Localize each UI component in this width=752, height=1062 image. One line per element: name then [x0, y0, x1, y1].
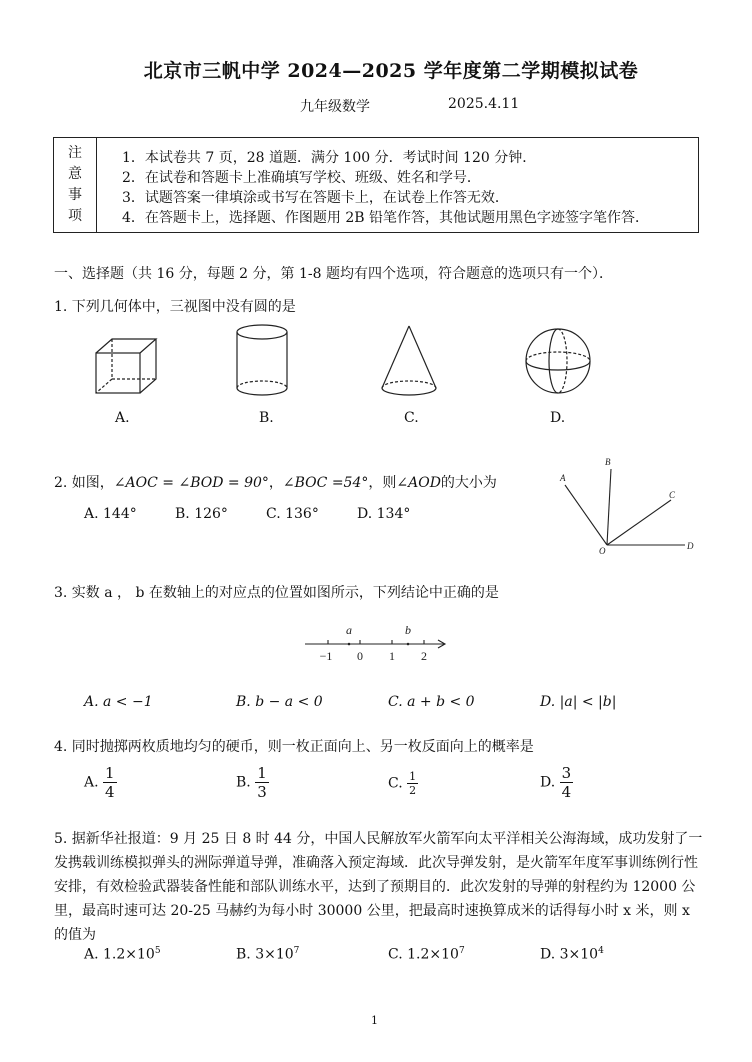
- q1-option-c[interactable]: C.: [404, 410, 419, 426]
- q1-option-a[interactable]: A.: [115, 410, 130, 426]
- q5-option-d[interactable]: [540, 946, 604, 963]
- q1-option-d[interactable]: D.: [550, 410, 566, 426]
- axis-tick-label: 2: [421, 649, 427, 663]
- q4-option-d-label: D.: [540, 774, 556, 791]
- notes-label: [54, 138, 97, 232]
- q2-stem-suffix: 的大小为: [440, 475, 497, 491]
- q4-option-d-fraction: [560, 764, 574, 801]
- q5-option-c[interactable]: [388, 946, 465, 963]
- q4-option-b[interactable]: [236, 764, 269, 801]
- notes-label-char: 项: [68, 208, 82, 224]
- q2-equation-1: ∠AOC = ∠BOD = 90°: [113, 475, 269, 491]
- page-number: 1: [371, 1014, 378, 1027]
- point-label-d: D: [687, 541, 694, 551]
- exam-date: 2025.4.11: [448, 96, 520, 112]
- q5-option-a-label: A. 1.2×10: [84, 946, 155, 963]
- notes-item: 4．在答题卡上，选择题、作图题用 2B 铅笔作答，其他试题用黑色字迹签字笔作答．: [122, 210, 650, 226]
- cone-icon: [378, 322, 440, 400]
- question-1-stem: 1. 下列几何体中，三视图中没有圆的是: [54, 299, 296, 315]
- q4-option-d[interactable]: [540, 764, 573, 801]
- q2-option-d[interactable]: D. 134°: [357, 506, 411, 522]
- q4-option-b-fraction: [255, 764, 269, 801]
- q3-option-c[interactable]: C. a + b < 0: [388, 694, 475, 710]
- exponent: 7: [458, 946, 465, 956]
- point-label-b: B: [605, 457, 611, 467]
- page-title: 北京市三帆中学 2024—2025 学年度第二学期模拟试卷: [143, 60, 639, 82]
- fraction-denominator: 4: [561, 783, 572, 801]
- q4-option-b-label: B.: [236, 774, 251, 791]
- q5-option-d-label: D. 3×10: [540, 946, 599, 963]
- axis-label-a: a: [346, 623, 352, 637]
- fraction-denominator: 4: [105, 783, 115, 801]
- exponent: 7: [293, 946, 300, 956]
- cube-icon: [90, 335, 160, 397]
- q2-stem-prefix: 2. 如图，: [54, 475, 114, 491]
- fraction-numerator: 1: [105, 764, 115, 782]
- angle-diagram: [555, 455, 705, 555]
- exponent: 5: [154, 946, 161, 956]
- q5-option-a[interactable]: [84, 946, 161, 963]
- notes-label-char: 注: [68, 145, 82, 161]
- q2-option-a[interactable]: A. 144°: [84, 506, 137, 522]
- q2-equation-2: ∠BOC =54°: [282, 475, 369, 491]
- point-label-o: O: [599, 546, 606, 555]
- sphere-icon: [522, 325, 594, 397]
- fraction-denominator: 3: [257, 783, 267, 801]
- question-4-stem: 4. 同时抛掷两枚质地均匀的硬币，则一枚正面向上、另一枚反面向上的概率是: [54, 739, 534, 755]
- q4-option-a-label: A.: [84, 774, 99, 791]
- q2-stem-mid2: ，则: [368, 475, 397, 491]
- q5-option-b[interactable]: [236, 946, 299, 963]
- exponent: 4: [598, 946, 604, 956]
- q2-equation-3: ∠AOD: [396, 475, 441, 491]
- q2-option-b[interactable]: B. 126°: [175, 506, 228, 522]
- cylinder-icon: [232, 322, 292, 400]
- question-3-stem: 3. 实数 a ， b 在数轴上的对应点的位置如图所示，下列结论中正确的是: [54, 585, 499, 601]
- notes-list: [122, 148, 649, 228]
- q5-option-b-label: B. 3×10: [236, 946, 294, 963]
- notes-item: 2．在试卷和答题卡上准确填写学校、班级、姓名和学号．: [122, 170, 481, 186]
- q2-option-c[interactable]: C. 136°: [266, 506, 319, 522]
- q3-option-d[interactable]: D. |a| < |b|: [540, 694, 617, 710]
- q4-option-a-fraction: [103, 764, 117, 801]
- fraction-numerator: 1: [409, 770, 417, 783]
- section-heading: 一、选择题（共 16 分，每题 2 分，第 1-8 题均有四个选项，符合题意的选项只有一个）．: [54, 266, 613, 282]
- q4-option-c-fraction: [407, 770, 418, 797]
- notes-label-char: 事: [68, 187, 82, 203]
- notes-item: 1．本试卷共 7 页，28 道题．满分 100 分．考试时间 120 分钟．: [122, 150, 537, 166]
- q2-stem-mid: ，: [268, 475, 283, 491]
- q5-option-c-label: C. 1.2×10: [388, 946, 459, 963]
- notes-box: [53, 137, 699, 233]
- point-label-c: C: [669, 490, 676, 500]
- axis-label-b: b: [405, 623, 411, 637]
- number-line: [300, 620, 450, 666]
- fraction-numerator: 3: [561, 764, 572, 782]
- axis-tick-label: −1: [319, 649, 333, 663]
- axis-tick-label: 0: [357, 649, 363, 663]
- fraction-denominator: 2: [409, 784, 417, 797]
- q4-option-a[interactable]: [84, 764, 117, 801]
- subject-label: 九年级数学: [300, 99, 370, 115]
- notes-item: 3．试题答案一律填涂或书写在答题卡上，在试卷上作答无效．: [122, 190, 509, 206]
- notes-label-char: 意: [68, 166, 82, 182]
- fraction-numerator: 1: [257, 764, 267, 782]
- point-label-a: A: [560, 473, 566, 483]
- q4-option-c[interactable]: [388, 770, 418, 797]
- q3-option-b[interactable]: B. b − a < 0: [236, 694, 323, 710]
- axis-tick-label: 1: [389, 649, 395, 663]
- q1-option-b[interactable]: B.: [259, 410, 274, 426]
- q3-option-a[interactable]: A. a < −1: [84, 694, 153, 710]
- q4-option-c-label: C.: [388, 775, 403, 792]
- question-2-stem: [54, 472, 497, 492]
- question-5-stem: 5. 据新华社报道：9 月 25 日 8 时 44 分，中国人民解放军火箭军向太平洋相关公海海域，成功发射了一发携载训练模拟弹头的洲际弹道导弹，准确落入预定海域．此次导弹发射，是火箭军年度军事训练例行性安排，有效检验武器装备性能和部队训练水平，达到了预期目的．此次发射的导弹的射程约为 12000 公里，最高时速可达 20-25 马赫约为每小时 30000 公里，把最高时速换算成米的话得每小时 x 米，则 x 的值为: [54, 831, 703, 943]
